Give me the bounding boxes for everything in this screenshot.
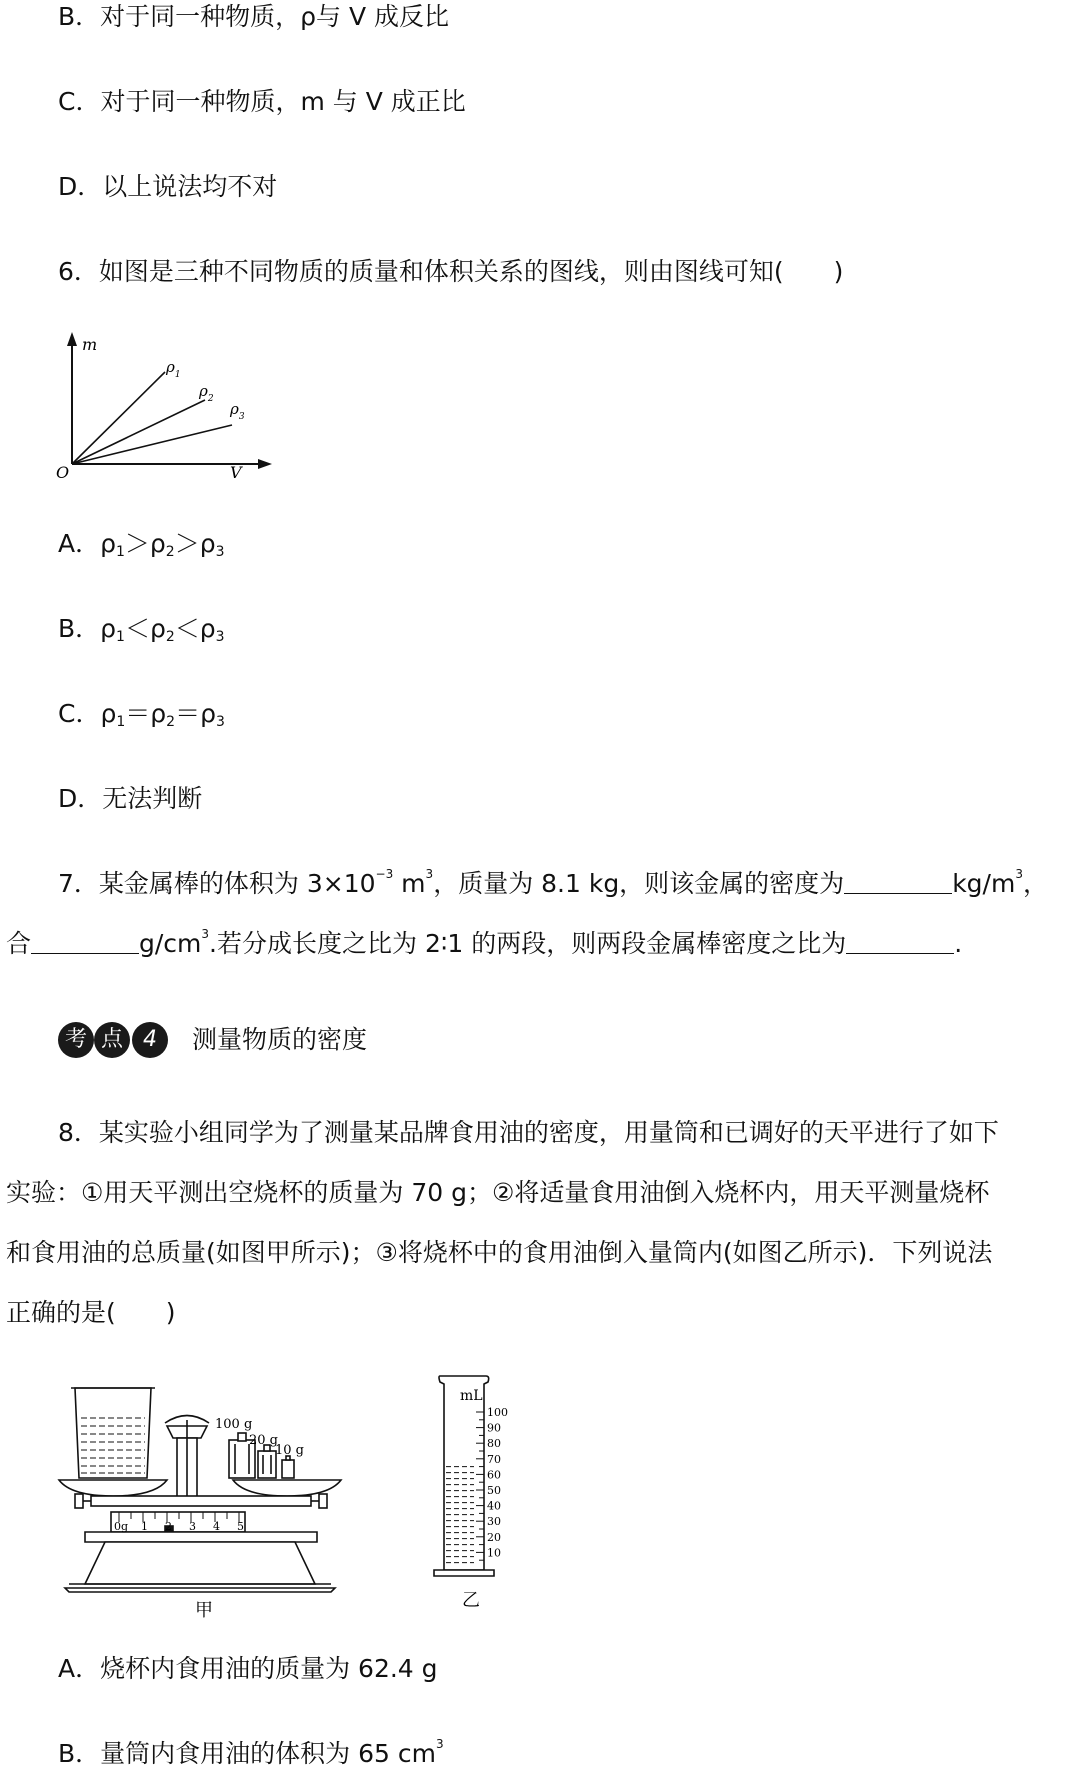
scale-label-0: 0g — [114, 1520, 129, 1533]
cylinder-tick-label: 70 — [487, 1452, 501, 1466]
fig-jia-caption: 甲 — [195, 1600, 213, 1618]
weight-20g-label: 20 g — [249, 1433, 278, 1448]
q8-option-b: B．量筒内食用油的体积为 65 $cm^3$ — [58, 1737, 444, 1768]
line-rho1 — [72, 372, 165, 464]
q8-line-2: 实验：①用天平测出空烧杯的质量为 70 g；②将适量食用油倒入烧杯内，用天平测量烧杯 — [6, 1178, 990, 1207]
cylinder-tick-label: 30 — [487, 1515, 501, 1529]
q8-line-1: 8．某实验小组同学为了测量某品牌食用油的密度，用量筒和已调好的天平进行了如下 — [58, 1118, 999, 1147]
section-badge-number: 4 — [132, 1022, 168, 1058]
line-rho3 — [72, 425, 232, 464]
q5-option-d: D．以上说法均不对 — [58, 172, 278, 201]
cylinder-tick-label: 20 — [487, 1530, 501, 1544]
cylinder-tick-label: 100 — [487, 1406, 508, 1419]
weight-20g-icon — [258, 1451, 276, 1478]
rho2-label: $\rho_2$ — [199, 382, 214, 404]
q7-line-2: 合 $g/cm^3$.若分成长度之比为 2∶1 的两段，则两段金属棒密度之比为 . — [6, 927, 963, 958]
m-axis-arrow-icon — [67, 332, 77, 346]
cylinder-unit-label: mL — [460, 1388, 483, 1404]
cylinder-tick-label: 40 — [487, 1499, 501, 1513]
q6-option-c: C．$\rho_1=\rho_2=\rho_3$ — [58, 699, 225, 730]
beaker-icon — [75, 1388, 151, 1478]
scale-label-2: 2 — [165, 1520, 172, 1533]
section-badge-dian: 点 — [94, 1022, 130, 1058]
cylinder-tick-label: 60 — [487, 1468, 501, 1482]
q5-option-b: B．对于同一种物质，ρ与 V 成反比 — [58, 2, 450, 31]
q8-line-4: 正确的是( ) — [6, 1298, 176, 1327]
v-axis-label: V — [230, 463, 242, 482]
m-axis-label: m — [82, 335, 98, 354]
scale-label-5: 5 — [237, 1520, 244, 1533]
fig-jia-balance — [55, 1378, 355, 1618]
fig-yi-cylinder — [430, 1370, 540, 1610]
line-rho2 — [72, 400, 205, 464]
section-badge-kao: 考 — [58, 1022, 94, 1058]
rho3-label: $\rho_3$ — [230, 400, 245, 422]
section-title: 测量物质的密度 — [192, 1025, 368, 1054]
rho1-label: $\rho_1$ — [166, 358, 181, 380]
q7-blank-ratio[interactable] — [846, 929, 954, 954]
cylinder-tick-label: 90 — [487, 1421, 501, 1435]
q6-option-b: B．$\rho_1<\rho_2<\rho_3$ — [58, 614, 225, 645]
scale-label-3: 3 — [189, 1520, 196, 1533]
weight-10g-icon — [282, 1460, 294, 1478]
scale-label-4: 4 — [213, 1520, 220, 1533]
fig-yi-caption: 乙 — [462, 1590, 480, 1610]
origin-label: O — [56, 463, 70, 482]
cylinder-tick-label: 10 — [487, 1546, 501, 1560]
q8-option-a: A．烧杯内食用油的质量为 62.4 g — [58, 1654, 438, 1683]
q7-line-1: 7．某金属棒的体积为 $3\times 10^{-3}$ $m^3$，质量为 8.1 kg，则该金属的密度为 $kg/m^3$， — [58, 867, 1048, 898]
weight-10g-label: 10 g — [275, 1443, 304, 1458]
q6-mass-volume-graph — [50, 328, 280, 488]
q7-blank-density-g[interactable] — [31, 929, 139, 954]
q8-line-3: 和食用油的总质量(如图甲所示)；③将烧杯中的食用油倒入量筒内(如图乙所示)．下列说法 — [6, 1238, 993, 1267]
q5-option-c: C．对于同一种物质，m 与 V 成正比 — [58, 87, 466, 116]
q6-option-d: D．无法判断 — [58, 784, 203, 813]
v-axis-arrow-icon — [258, 459, 272, 469]
cylinder-tick-label: 80 — [487, 1437, 501, 1451]
q6-option-a: A．$\rho_1>\rho_2>\rho_3$ — [58, 529, 225, 560]
cylinder-tick-label: 50 — [487, 1484, 501, 1497]
q6-stem: 6．如图是三种不同物质的质量和体积关系的图线，则由图线可知( ) — [58, 257, 844, 286]
weight-100g-label: 100 g — [215, 1417, 253, 1432]
q7-blank-density-kg[interactable] — [844, 869, 952, 894]
scale-label-1: 1 — [141, 1520, 148, 1533]
